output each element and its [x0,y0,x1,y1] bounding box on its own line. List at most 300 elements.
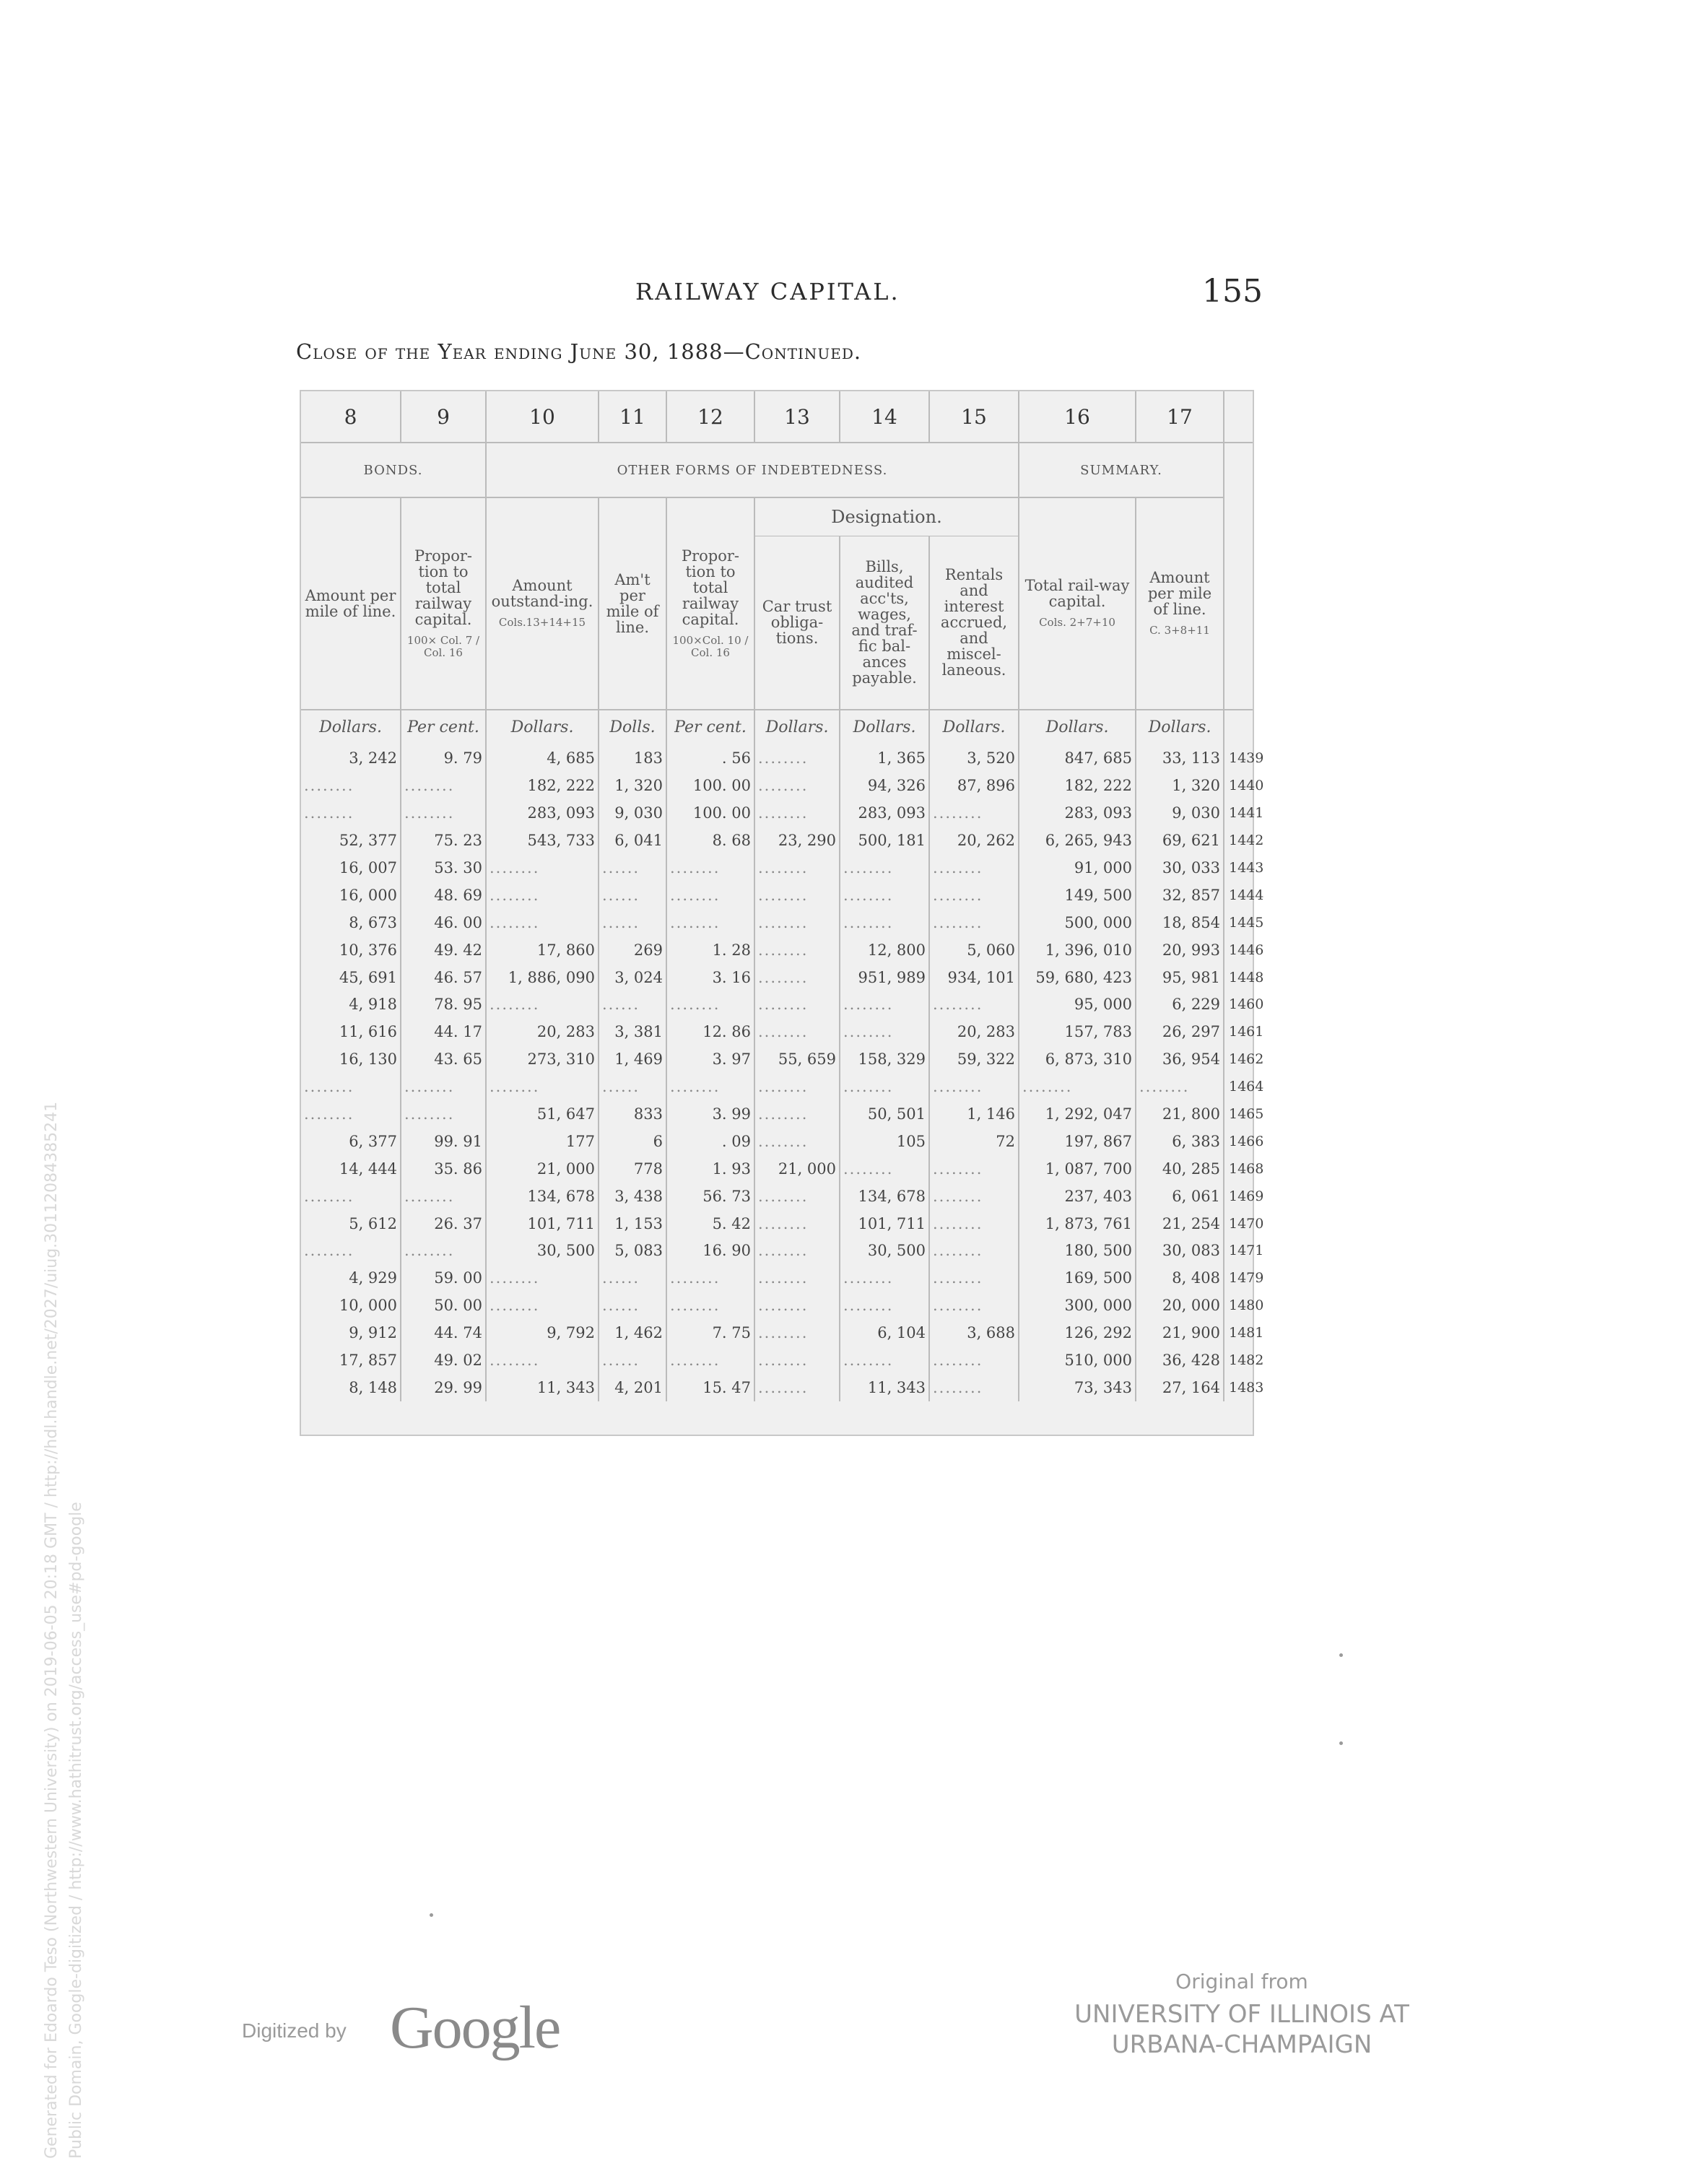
table-cell: ........ [754,882,840,909]
table-cell: ........ [1019,1073,1136,1100]
table-row [301,1128,1253,1155]
table-cell: 20, 283 [486,1018,599,1045]
table-cell: 95, 000 [1019,991,1136,1019]
table-cell: ........ [929,854,1019,882]
table-cell: 3, 520 [929,745,1019,773]
table-cell: 1, 462 [599,1319,666,1346]
table-cell: ........ [301,1183,401,1210]
table-cell: 4, 929 [301,1264,401,1292]
table-cell: 21, 254 [1136,1210,1224,1237]
table-cell: ........ [754,936,840,964]
table-cell: ........ [840,1346,929,1374]
header-text: Car trust obliga-tions. [762,598,832,648]
table-row [301,1374,1253,1401]
table-cell: ........ [666,1292,754,1319]
header-rentals-interest [929,536,1019,710]
line-number: 1480 [1229,1297,1264,1314]
table-cell: 3. 16 [666,964,754,991]
table-cell: 99. 91 [401,1128,486,1155]
table-cell: 14, 444 [301,1155,401,1183]
table-cell: 20, 283 [929,1018,1019,1045]
line-number: 1466 [1229,1133,1264,1149]
description-row-top [301,497,1253,536]
table-cell: ........ [301,1237,401,1265]
table-cell: 6, 377 [301,1128,401,1155]
table-cell: 134, 678 [840,1183,929,1210]
capital-table-panel [300,390,1264,1436]
table-cell: ........ [754,909,840,936]
table-cell: ........ [301,799,401,827]
table-row [301,799,1253,827]
table-cell: 26. 37 [401,1210,486,1237]
table-cell: ........ [929,1264,1019,1292]
table-cell: ........ [754,745,840,773]
table-cell: 17, 857 [301,1346,401,1374]
table-cell: ........ [929,1073,1019,1100]
table-cell: 6, 104 [840,1319,929,1346]
table-cell: ........ [401,1073,486,1100]
table-cell: ........ [401,1100,486,1128]
watermark-line: Public Domain, Google-digitized / http://www.hathitrust.org/access_use#pd-google [67,1502,85,2159]
table-cell: ........ [929,909,1019,936]
table-cell: 183 [599,745,666,773]
table-cell: ........ [754,1374,840,1401]
table-cell: 100. 00 [666,772,754,799]
table-row [301,1073,1253,1100]
table-cell: ........ [666,854,754,882]
table-cell: 847, 685 [1019,745,1136,773]
table-cell: 16, 007 [301,854,401,882]
university-line-1: UNIVERSITY OF ILLINOIS AT [1074,2000,1409,2029]
table-cell: 23, 290 [754,827,840,854]
table-row [301,1018,1253,1045]
table-cell: 157, 783 [1019,1018,1136,1045]
table-cell: 15. 47 [666,1374,754,1401]
header-text: Amount per mile of line. [305,586,396,620]
table-cell: 30, 500 [840,1237,929,1265]
table-cell: ........ [301,1100,401,1128]
table-cell: 1, 469 [599,1045,666,1073]
table-cell: 20, 262 [929,827,1019,854]
table-cell: 44. 74 [401,1319,486,1346]
table-cell: ........ [929,1374,1019,1401]
table-cell: 49. 02 [401,1346,486,1374]
table-cell: 56. 73 [666,1183,754,1210]
table-cell: ........ [840,854,929,882]
table-cell: 11, 343 [486,1374,599,1401]
table-cell: ........ [301,772,401,799]
table-row [301,1346,1253,1374]
table-cell: 95, 981 [1136,964,1224,991]
blank-cell [1224,391,1253,443]
table-cell: ........ [929,1346,1019,1374]
header-amt-per-mile [599,497,666,710]
table-cell: 3. 99 [666,1100,754,1128]
table-cell: 30, 033 [1136,854,1224,882]
table-cell: ........ [486,1292,599,1319]
unit-label: Dollars. [486,710,599,745]
table-cell: 30, 500 [486,1237,599,1265]
table-cell: 500, 000 [1019,909,1136,936]
line-number: 1445 [1229,914,1264,931]
table-row [301,745,1253,773]
table-cell: 52, 377 [301,827,401,854]
table-cell: 6, 873, 310 [1019,1045,1136,1073]
table-cell: ...... [599,1346,666,1374]
table-cell: 33, 113 [1136,745,1224,773]
group-other-indebtedness: OTHER FORMS OF INDEBTEDNESS. [486,443,1019,497]
hathitrust-watermark [40,1102,89,2159]
table-cell: 48. 69 [401,882,486,909]
specks [1339,1653,1343,1657]
line-number: 1441 [1229,805,1264,822]
col-number: 17 [1136,391,1224,443]
table-cell: 8, 148 [301,1374,401,1401]
table-cell: 283, 093 [1019,799,1136,827]
table-cell: 1, 873, 761 [1019,1210,1136,1237]
table-cell: 8, 408 [1136,1264,1224,1292]
table-cell: 17, 860 [486,936,599,964]
line-number: 1468 [1229,1160,1264,1177]
table-cell: ........ [401,772,486,799]
header-text: Am't per mile of line. [606,570,659,636]
table-cell: 6, 265, 943 [1019,827,1136,854]
table-cell: 44. 17 [401,1018,486,1045]
table-cell: 158, 329 [840,1045,929,1073]
table-cell: ...... [599,1264,666,1292]
table-cell: 101, 711 [840,1210,929,1237]
table-cell: 3. 97 [666,1045,754,1073]
table-cell: ........ [486,1346,599,1374]
table-cell: 73, 343 [1019,1374,1136,1401]
table-cell: 59. 00 [401,1264,486,1292]
table-cell: 53. 30 [401,854,486,882]
col-number: 9 [401,391,486,443]
table-cell: 3, 438 [599,1183,666,1210]
table-cell: 500, 181 [840,827,929,854]
line-number: 1461 [1229,1024,1264,1040]
page-number: 155 [1202,273,1263,310]
col-number: 15 [929,391,1019,443]
table-row [301,1237,1253,1265]
table-cell: ...... [599,909,666,936]
table-cell: ........ [666,909,754,936]
header-summary-per-mile [1136,497,1224,710]
table-cell: 40, 285 [1136,1155,1224,1183]
table-cell: ........ [840,1018,929,1045]
unit-label: Dollars. [1136,710,1224,745]
table-cell: 1, 153 [599,1210,666,1237]
table-cell: 87, 896 [929,772,1019,799]
table-row [301,772,1253,799]
header-designation: Designation. [754,497,1019,536]
header-other-proportion [666,497,754,710]
table-cell: 78. 95 [401,991,486,1019]
table-cell: 237, 403 [1019,1183,1136,1210]
table-cell: ........ [754,854,840,882]
table-cell: 273, 310 [486,1045,599,1073]
unit-label: Per cent. [401,710,486,745]
table-cell: 27, 164 [1136,1374,1224,1401]
table-cell: 101, 711 [486,1210,599,1237]
table-cell: 1, 365 [840,745,929,773]
table-row [301,936,1253,964]
col-number: 11 [599,391,666,443]
table-cell: 6, 229 [1136,991,1224,1019]
formula: Cols. 2+7+10 [1039,616,1115,630]
table-cell: ........ [666,991,754,1019]
line-number: 1440 [1229,778,1264,794]
unit-label: Dolls. [599,710,666,745]
table-cell: 134, 678 [486,1183,599,1210]
table-cell: 180, 500 [1019,1237,1136,1265]
unit-label: Per cent. [666,710,754,745]
table-body [301,745,1264,1401]
table-cell: ...... [599,1073,666,1100]
table-cell: 934, 101 [929,964,1019,991]
formula: Cols.13+14+15 [498,616,586,630]
line-number: 1462 [1229,1051,1264,1068]
table-cell: 5, 060 [929,936,1019,964]
table-cell: 6 [599,1128,666,1155]
table-cell: ........ [666,882,754,909]
table-cell: 55, 659 [754,1045,840,1073]
table-cell: ........ [401,1183,486,1210]
table-cell: 8, 673 [301,909,401,936]
table-cell: 8. 68 [666,827,754,854]
table-cell: 45, 691 [301,964,401,991]
group-summary: SUMMARY. [1019,443,1224,497]
table-cell: ........ [754,1018,840,1045]
table-cell: ........ [754,1073,840,1100]
header-text: Propor-tion to total railway capital. [414,547,473,628]
table-cell: ........ [840,991,929,1019]
table-cell: 1, 886, 090 [486,964,599,991]
table-cell: ...... [599,882,666,909]
table-row [301,964,1253,991]
running-head: RAILWAY CAPITAL. [635,278,900,305]
watermark-line: Generated for Edoardo Teso (Northwestern University) on 2019-06-05 20:18 GMT / http://hdl.handle.net/2027/uiug.30112084385241 [43,1101,61,2159]
table-cell: ........ [754,799,840,827]
col-number: 16 [1019,391,1136,443]
table-cell: 9, 912 [301,1319,401,1346]
table-row [301,1210,1253,1237]
table-cell: ........ [754,1292,840,1319]
table-cell: ........ [754,1183,840,1210]
table-cell: ........ [754,991,840,1019]
table-cell: 9, 792 [486,1319,599,1346]
table-cell: ........ [666,1346,754,1374]
table-cell: 6, 383 [1136,1128,1224,1155]
table-cell: ........ [929,799,1019,827]
table-cell: 1, 320 [599,772,666,799]
line-number: 1470 [1229,1215,1264,1232]
table-cell: 9, 030 [599,799,666,827]
table-cell: 6, 061 [1136,1183,1224,1210]
table-cell: 49. 42 [401,936,486,964]
table-cell: 16, 130 [301,1045,401,1073]
column-number-row [301,391,1253,443]
table-cell: 543, 733 [486,827,599,854]
line-number: 1471 [1229,1243,1264,1259]
table-cell: ........ [754,772,840,799]
line-number: 1483 [1229,1379,1264,1396]
table-cell: ...... [599,854,666,882]
table-cell: 182, 222 [1019,772,1136,799]
col-number: 10 [486,391,599,443]
table-cell: ........ [754,1319,840,1346]
specks [1339,1741,1343,1745]
table-cell: 7. 75 [666,1319,754,1346]
table-row [301,1045,1253,1073]
line-number: 1482 [1229,1352,1264,1369]
table-cell: 510, 000 [1019,1346,1136,1374]
header-text: Propor-tion to total railway capital. [681,547,740,628]
table-cell: ........ [1136,1073,1224,1100]
table-cell: ........ [486,1073,599,1100]
table-cell: 3, 688 [929,1319,1019,1346]
table-cell: ........ [754,1237,840,1265]
university-line-2: URBANA-CHAMPAIGN [1111,2030,1372,2059]
table-cell: ........ [754,1128,840,1155]
table-cell: ........ [929,882,1019,909]
col-number: 8 [301,391,401,443]
table-cell: ........ [929,1210,1019,1237]
table-cell: . 09 [666,1128,754,1155]
table-cell: 3, 381 [599,1018,666,1045]
table-cell: 43. 65 [401,1045,486,1073]
table-cell: ........ [401,1237,486,1265]
table-cell: ........ [840,1264,929,1292]
table-cell: ........ [486,854,599,882]
col-number: 13 [754,391,840,443]
table-cell: ........ [840,909,929,936]
table-cell: 11, 616 [301,1018,401,1045]
table-cell: 16, 000 [301,882,401,909]
table-cell: ........ [754,1264,840,1292]
line-number: 1460 [1229,996,1264,1013]
table-cell: 30, 083 [1136,1237,1224,1265]
group-bonds: BONDS. [301,443,486,497]
table-cell: 778 [599,1155,666,1183]
table-cell: 833 [599,1100,666,1128]
table-row [301,1292,1253,1319]
line-number: 1464 [1229,1079,1264,1095]
table-cell: ........ [754,964,840,991]
table-cell: ........ [929,1183,1019,1210]
table-cell: 36, 954 [1136,1045,1224,1073]
line-number: 1443 [1229,860,1264,876]
table-row [301,909,1253,936]
table-row [301,854,1253,882]
table-cell: 5, 612 [301,1210,401,1237]
table-cell: 11, 343 [840,1374,929,1401]
table-cell: 6, 041 [599,827,666,854]
table-cell: ........ [666,1073,754,1100]
header-amount-per-mile [301,497,401,710]
table-cell: 1, 320 [1136,772,1224,799]
table-cell: 300, 000 [1019,1292,1136,1319]
table-cell: 12. 86 [666,1018,754,1045]
table-cell: 21, 000 [486,1155,599,1183]
table-cell: 4, 918 [301,991,401,1019]
table-row [301,1100,1253,1128]
table-cell: 32, 857 [1136,882,1224,909]
table-cell: 182, 222 [486,772,599,799]
line-number: 1479 [1229,1270,1264,1287]
table-cell: ........ [840,882,929,909]
table-cell: 1. 28 [666,936,754,964]
table-cell: 29. 99 [401,1374,486,1401]
table-cell: ........ [754,1210,840,1237]
table-cell: 10, 376 [301,936,401,964]
unit-label: Dollars. [301,710,401,745]
table-cell: 26, 297 [1136,1018,1224,1045]
table-cell: ........ [754,1346,840,1374]
table-cell: ........ [754,1100,840,1128]
table-cell: 50. 00 [401,1292,486,1319]
table-cell: 951, 989 [840,964,929,991]
table-row [301,991,1253,1019]
table-row [301,882,1253,909]
table-cell: . 56 [666,745,754,773]
digitized-by-label: Digitized by [242,2019,347,2042]
table-cell: ........ [929,991,1019,1019]
table-cell: 16. 90 [666,1237,754,1265]
line-number: 1446 [1229,941,1264,958]
table-cell: 105 [840,1128,929,1155]
table-cell: 3, 242 [301,745,401,773]
line-number: 1448 [1229,969,1264,986]
table-cell: 283, 093 [840,799,929,827]
table-cell: 4, 201 [599,1374,666,1401]
table-cell: 126, 292 [1019,1319,1136,1346]
table-cell: 20, 993 [1136,936,1224,964]
table-cell: 20, 000 [1136,1292,1224,1319]
table-cell: 12, 800 [840,936,929,964]
table-cell: ........ [929,1292,1019,1319]
header-bond-proportion [401,497,486,710]
table-cell: ...... [599,1292,666,1319]
header-text: Total rail-way capital. [1024,577,1130,611]
table-cell: 269 [599,936,666,964]
header-bills-payable [840,536,929,710]
table-cell: ........ [401,799,486,827]
table-cell: 1, 396, 010 [1019,936,1136,964]
table-cell: 59, 322 [929,1045,1019,1073]
table-cell: ........ [486,991,599,1019]
table-cell: 1, 087, 700 [1019,1155,1136,1183]
table-row [301,1264,1253,1292]
line-number: 1469 [1229,1188,1264,1204]
header-amount-outstanding [486,497,599,710]
table-cell: ........ [301,1073,401,1100]
original-from-label: Original from [1175,1970,1308,1993]
table-cell: 197, 867 [1019,1128,1136,1155]
table-cell: 283, 093 [486,799,599,827]
unit-label: Dollars. [840,710,929,745]
caption-text: Close of the Year ending June 30, 1888—Continued. [296,339,862,364]
table-cell: 46. 57 [401,964,486,991]
col-number: 14 [840,391,929,443]
line-number: 1442 [1229,832,1264,849]
blank-cell [1224,443,1253,497]
table-cell: 4, 685 [486,745,599,773]
table-cell: 149, 500 [1019,882,1136,909]
table-cell: 46. 00 [401,909,486,936]
line-number: 1465 [1229,1106,1264,1123]
table-cell: 36, 428 [1136,1346,1224,1374]
